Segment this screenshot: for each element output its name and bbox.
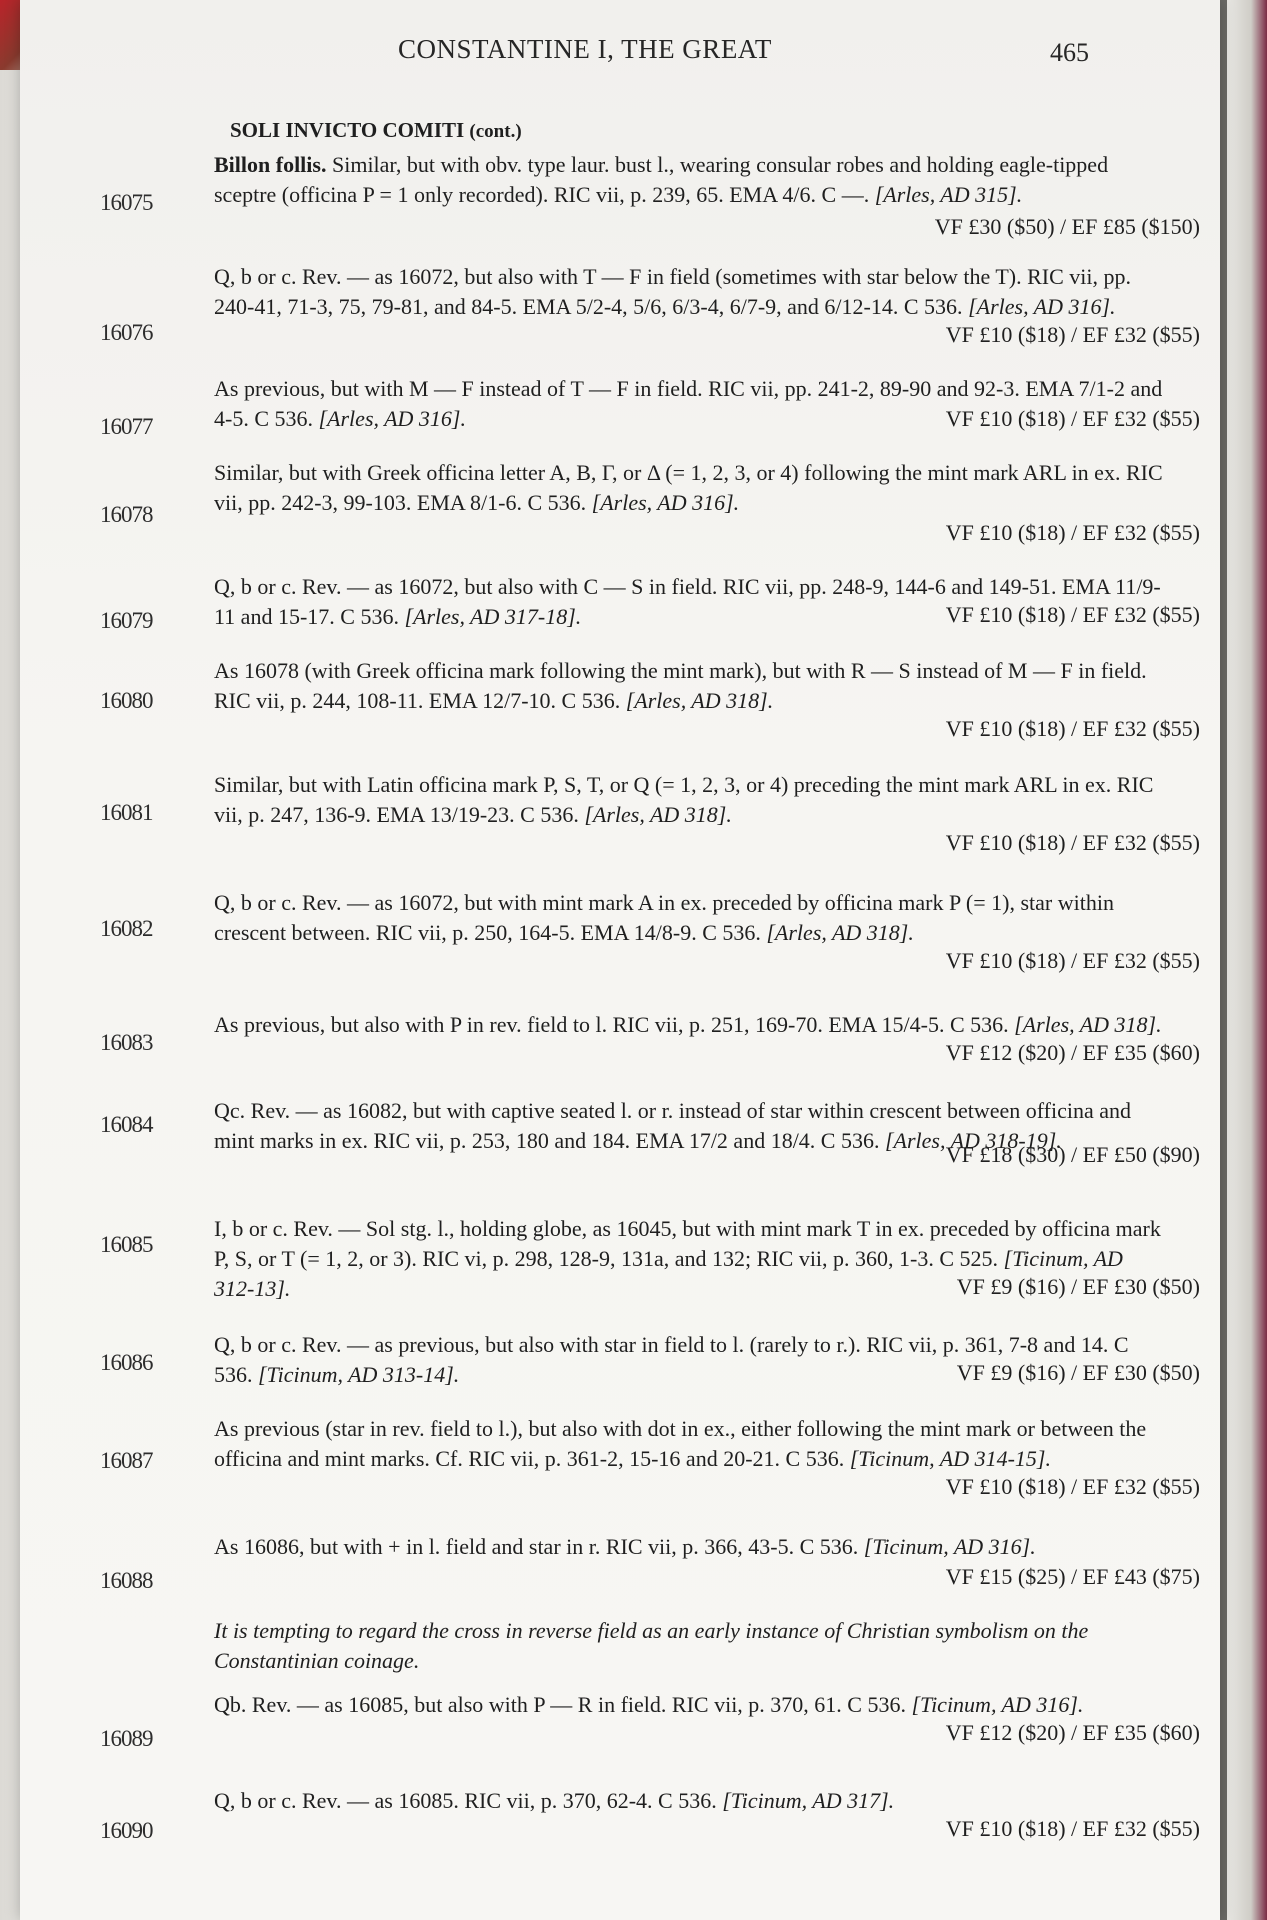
section-title: SOLI INVICTO COMITI (230, 118, 465, 142)
catalog-number: 16079 (100, 608, 153, 633)
entry-price: VF £12 ($20) / EF £35 ($60) (945, 1040, 1200, 1065)
entry-location: [Arles, AD 318-19]. (884, 1128, 1062, 1153)
catalog-number: 16089 (100, 1726, 153, 1751)
catalog-entry (20, 572, 1200, 652)
entry-description: Similar, but with obv. type laur. bust l., wearing consular robes and holding eagle-tipped sceptre (officina P = 1 only recorded). RIC vii, p. 239, 65. EMA 4/6. C —. (214, 152, 1109, 207)
catalog-number: 16086 (100, 1350, 153, 1375)
entry-description: Q, b or c. Rev. — as 16072, but also with C — S in field. RIC vii, pp. 248-9, 144-6 and 149-51. EMA 11/9-11 and 15-17. C 536. (214, 574, 1161, 629)
entry-location: [Arles, AD 318]. (625, 688, 774, 713)
catalog-entry (20, 1330, 1200, 1410)
entry-text (214, 656, 1164, 716)
entry-price: VF £10 ($18) / EF £32 ($55) (945, 1816, 1200, 1841)
entry-description: As previous, but with M — F instead of T — F in field. RIC vii, pp. 241-2, 89-90 and 92-3. EMA 7/1-2 and 4-5. C 536. (214, 376, 1163, 431)
entry-location: [Arles, AD 315]. (874, 182, 1023, 207)
running-title: CONSTANTINE I, THE GREAT (398, 34, 772, 64)
book-page (20, 0, 1220, 1920)
entry-text (214, 458, 1164, 518)
entry-price: VF £9 ($16) / EF £30 ($50) (956, 1360, 1200, 1385)
entry-location: [Ticinum, AD 317]. (722, 1788, 895, 1813)
catalog-entry (20, 1214, 1200, 1324)
entry-location: [Arles, AD 316]. (968, 294, 1116, 319)
entry-price: VF £12 ($20) / EF £35 ($60) (945, 1720, 1200, 1745)
entry-location: [Ticinum, AD 316]. (863, 1534, 1036, 1559)
entry-description: Qc. Rev. — as 16082, but with captive seated l. or r. instead of star within crescent between officina and mint marks in ex. RIC vii, p. 253, 180 and 184. EMA 17/2 and 18/4. C 536. (214, 1098, 1132, 1153)
catalog-entry (20, 1096, 1200, 1206)
entry-text (214, 150, 1164, 210)
entry-location: [Ticinum, AD 314-15]. (849, 1446, 1051, 1471)
entry-description: I, b or c. Rev. — Sol stg. l., holding globe, as 16045, but with mint mark T in ex. preceded by officina mark P, S, or T (= 1, 2, or 3). RIC vi, p. 298, 128-9, 131a, and 132; RIC vii, p. 360, 1-3. C 525. (214, 1216, 1161, 1271)
entry-text (214, 262, 1164, 322)
entry-location: [Arles, AD 317-18]. (404, 604, 582, 629)
catalog-number: 16077 (100, 414, 153, 439)
page-number: 465 (1050, 38, 1089, 67)
running-head (20, 26, 1200, 70)
entry-text (214, 888, 1164, 948)
editorial-note: It is tempting to regard the cross in reverse field as an early instance of Christian symbolism on the Constantinian coinage. (214, 1618, 1089, 1673)
entry-description: As 16086, but with + in l. field and star in r. RIC vii, p. 366, 43-5. C 536. (214, 1534, 859, 1559)
catalog-entry (20, 458, 1200, 558)
entry-location: [Arles, AD 316]. (591, 490, 740, 515)
entry-price: VF £10 ($18) / EF £32 ($55) (945, 716, 1200, 741)
catalog-entry (20, 1786, 1200, 1856)
entry-price: VF £10 ($18) / EF £32 ($55) (945, 602, 1200, 627)
entry-text (214, 770, 1164, 830)
catalog-number: 16075 (100, 190, 153, 215)
catalog-number: 16078 (100, 502, 153, 527)
entry-price: VF £18 ($30) / EF £50 ($90) (945, 1142, 1200, 1167)
entry-lead: Billon follis. (214, 152, 327, 177)
catalog-entry (20, 1532, 1200, 1602)
entry-location: [Arles, AD 318]. (766, 920, 914, 945)
catalog-entry (20, 770, 1200, 870)
entry-description: Similar, but with Latin officina mark P, S, T, or Q (= 1, 2, 3, or 4) preceding the mint mark ARL in ex. RIC vii, p. 247, 136-9. EMA 13/19-23. C 536. (214, 772, 1154, 827)
entry-text (214, 1786, 1164, 1816)
catalog-entry (20, 656, 1200, 756)
entry-text (214, 1532, 1164, 1562)
backdrop-right (1227, 0, 1267, 1920)
entry-location: [Arles, AD 316]. (318, 406, 466, 431)
catalog-number: 16082 (100, 916, 153, 941)
section-cont: (cont.) (469, 121, 522, 142)
entry-description: As previous, but also with P in rev. field to l. RIC vii, p. 251, 169-70. EMA 15/4-5. C 536. (214, 1012, 1009, 1037)
entry-description: Q, b or c. Rev. — as 16072, but also with T — F in field (sometimes with star below the T). RIC vii, pp. 240-41, 71-3, 75, 79-81, and 84-5. EMA 5/2-4, 5/6, 6/3-4, 6/7-9, and 6/12-14. C 536. (214, 264, 1131, 319)
catalog-entry (20, 150, 1200, 260)
entry-location: [Ticinum, AD 312-13]. (214, 1246, 1123, 1301)
entry-description: Qb. Rev. — as 16085, but also with P — R in field. RIC vii, p. 370, 61. C 536. (214, 1692, 906, 1717)
catalog-number: 16087 (100, 1448, 153, 1473)
catalog-number: 16088 (100, 1568, 153, 1593)
entry-description: Similar, but with Greek officina letter A, B, Γ, or Δ (= 1, 2, 3, or 4) following the mint mark ARL in ex. RIC vii, pp. 242-3, 99-103. EMA 8/1-6. C 536. (214, 460, 1163, 515)
entry-location: [Ticinum, AD 316]. (911, 1692, 1084, 1717)
entry-price: VF £10 ($18) / EF £32 ($55) (945, 322, 1200, 347)
entry-description: Q, b or c. Rev. — as previous, but also with star in field to l. (rarely to r.). RIC vii, p. 361, 7-8 and 14. C 536. (214, 1332, 1129, 1387)
entry-price: VF £10 ($18) / EF £32 ($55) (945, 830, 1200, 855)
entry-price: VF £10 ($18) / EF £32 ($55) (945, 948, 1200, 973)
entry-description: Q, b or c. Rev. — as 16072, but with mint mark A in ex. preceded by officina mark P (= 1), star within crescent between. RIC vii, p. 250, 164-5. EMA 14/8-9. C 536. (214, 890, 1114, 945)
catalog-number: 16084 (100, 1112, 153, 1137)
catalog-number: 16076 (100, 320, 153, 345)
entry-price: VF £30 ($50) / EF £85 ($150) (934, 214, 1200, 239)
entry-description: As 16078 (with Greek officina mark following the mint mark), but with R — S instead of M — F in field. RIC vii, p. 244, 108-11. EMA 12/7-10. C 536. (214, 658, 1147, 713)
entry-price: VF £10 ($18) / EF £32 ($55) (945, 520, 1200, 545)
catalog-number: 16081 (100, 800, 153, 825)
catalog-number: 16080 (100, 688, 153, 713)
entry-price: VF £10 ($18) / EF £32 ($55) (945, 406, 1200, 431)
entry-price: VF £9 ($16) / EF £30 ($50) (956, 1274, 1200, 1299)
catalog-number: 16083 (100, 1030, 153, 1055)
catalog-entry (20, 1414, 1200, 1524)
catalog-entry (20, 888, 1200, 998)
entry-text (214, 1010, 1164, 1040)
entry-location: [Arles, AD 318]. (584, 802, 732, 827)
entry-text (214, 1690, 1164, 1720)
entry-text (214, 1414, 1164, 1474)
catalog-entry (20, 1690, 1200, 1770)
catalog-entry (20, 1010, 1200, 1090)
entry-description: As previous (star in rev. field to l.), but also with dot in ex., either following the mint mark or between the officina and mint marks. Cf. RIC vii, p. 361-2, 15-16 and 20-21. C 536. (214, 1416, 1147, 1471)
entry-description: Q, b or c. Rev. — as 16085. RIC vii, p. 370, 62-4. C 536. (214, 1788, 717, 1813)
catalog-entry (20, 374, 1200, 454)
section-heading (230, 118, 522, 143)
entry-price: VF £10 ($18) / EF £32 ($55) (945, 1474, 1200, 1499)
entry-location: [Arles, AD 318]. (1014, 1012, 1162, 1037)
entry-price: VF £15 ($25) / EF £43 ($75) (945, 1564, 1200, 1589)
catalog-number: 16085 (100, 1232, 153, 1257)
entry-location: [Ticinum, AD 313-14]. (258, 1362, 460, 1387)
catalog-number: 16090 (100, 1818, 153, 1843)
catalog-entry (20, 262, 1200, 372)
